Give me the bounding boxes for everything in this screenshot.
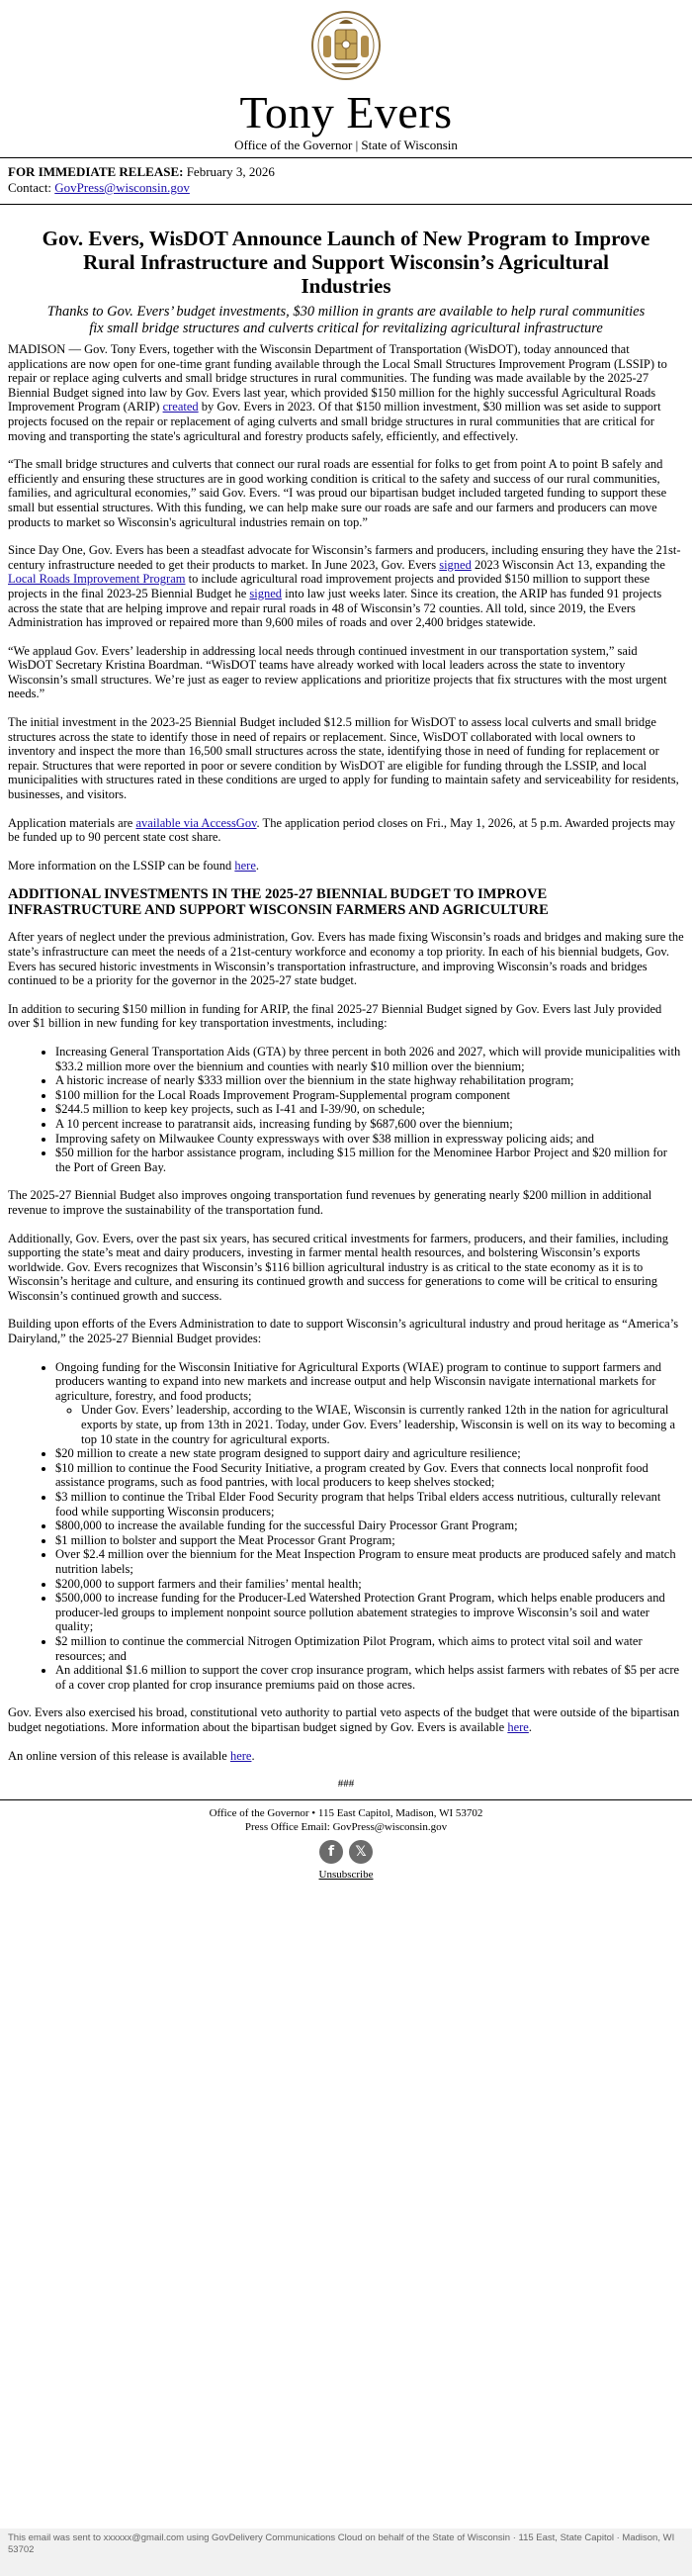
list-item: • A 10 percent increase to paratransit aids, increasing funding by $687,600 over the biennium; xyxy=(55,1117,684,1132)
paragraph-dairyland: Building upon efforts of the Evers Administration to date to support Wisconsin’s agricultural industry and proud heritage as “America’s Dairyland,” the 2025-27 Biennial Budget provides: xyxy=(8,1317,679,1346)
paragraph-intro xyxy=(8,342,684,443)
text-segment: to include agricultural road improvement projects and provided $150 million to support these projects in the final 2023-25 Biennial Budget he xyxy=(8,572,650,600)
list-item: • $800,000 to increase the available funding for the successful Dairy Processor Grant Program; xyxy=(55,1518,684,1533)
list-item: • $500,000 to increase funding for the Producer-Led Watershed Protection Grant Program, which helps enable producers and producer-led groups to implement nonpoint source pollution abatement strategies to improve Wisconsin’s soil and water quality; xyxy=(55,1591,684,1634)
signed-budget-link[interactable]: signed xyxy=(249,586,283,600)
paragraph-more-info xyxy=(8,859,684,874)
list-item xyxy=(55,1360,684,1447)
signed-act-link[interactable]: signed xyxy=(439,557,472,572)
paragraph-online-version xyxy=(8,1749,684,1764)
text-segment: into law just weeks later. Since its creation, the ARIP has funded 91 projects across the state that are helping improve and repair rural roads in 48 of Wisconsin’s 72 counties. All told, since 2019, the Evers Administration has improved or repaired more than 9,600 miles of roads and over 2,400 bridges statewide. xyxy=(8,586,662,630)
text-segment: . xyxy=(528,1719,532,1734)
footer-address: Office of the Governor • 115 East Capitol, Madison, WI 53702 xyxy=(209,1806,483,1819)
list-item: • $2 million to continue the commercial Nitrogen Optimization Pilot Program, which aims to protect vital soil and water resources; and xyxy=(55,1634,684,1663)
text-segment: by Gov. Evers in 2023. Of that $150 million investment, $30 million was set aside to support projects focused on the repair or replacement of aging culverts and small bridge structures in rural communities that are critical for moving and transporting the state's agricultural and forestry products safely, efficiently, and effectively. xyxy=(8,400,661,443)
release-meta xyxy=(0,158,692,204)
paragraph-governor-quote: “The small bridge structures and culverts that connect our rural roads are essential for folks to get from point A to point B safely and efficiently and ensuring these structures are in good working condition is critical to the safety and success of our rural communities, families, and agricultural economies,” said Gov. Evers. “I was proud our bipartisan budget included targeted funding to support these small but essential structures. With this funding, we can help make sure our roads are safe and our farmers and producers can move products to market so Wisconsin's agricultural industries remain on top.” xyxy=(8,457,667,529)
paragraph-application xyxy=(8,816,684,845)
sub-list xyxy=(55,1403,684,1446)
list-item: • Improving safety on Milwaukee County expressways with over $38 million in expressway policing aids; and xyxy=(55,1132,684,1147)
legal-notice: This email was sent to xxxxxx@gmail.com using GovDelivery Communications Cloud on behalf of the State of Wisconsin · 115 East, State Capitol · Madison, WI 53702 xyxy=(0,2529,692,2576)
governor-name: Tony Evers xyxy=(239,87,453,138)
accessgov-link[interactable]: available via AccessGov xyxy=(135,815,257,830)
paragraph-secretary-quote: “We applaud Gov. Evers’ leadership in addressing local needs through continued investment in our transportation system,” said WisDOT Secretary Kristina Boardman. “WisDOT teams have already worked with local leaders across the state to inventory Wisconsin’s small structures. We’re just as eager to review applications and prioritize projects that fix structures with the most urgent needs.” xyxy=(8,643,667,701)
masthead xyxy=(0,0,692,153)
list-item: • $3 million to continue the Tribal Elder Food Security program that helps Tribal elders access nutritious, culturally relevant food while supporting Wisconsin producers; xyxy=(55,1490,684,1518)
paragraph-priority: After years of neglect under the previous administration, Gov. Evers has made fixing Wisconsin’s roads and bridges and making sure the state’s infrastructure can meet the needs of a 21st-century workforce and economy a top priority. In each of his biennial budgets, Gov. Evers has secured historic investments in Wisconsin’s transportation infrastructure, and improving Wisconsin’s roads and bridges continued to be a priority for the governor in the 2025-27 state budget. xyxy=(8,930,684,988)
text-segment: Gov. Evers also exercised his broad, constitutional veto authority to partial veto aspects of the budget that were outside of the bipartisan budget negotiations. More information about the bipartisan budget signed by Gov. Evers is available xyxy=(8,1705,680,1734)
lrip-link[interactable]: Local Roads Improvement Program xyxy=(8,572,186,587)
list-item: • $10 million to continue the Food Security Initiative, a program created by Gov. Evers that connects local nonprofit food assistance programs, such as food pantries, with local producers to keep shelves stocked; xyxy=(55,1461,684,1490)
text-segment: MADISON — Gov. Tony Evers, together with the Wisconsin Department of Transportation (WisDOT), today announced that applications are now open for one-time grant funding available through the Local Small Structures Improvement Program (LSSIP) to repair or replace aging culverts and small bridge structures in rural communities. The funding was made available by the 2025-27 Biennial Budget signed into law by Gov. Evers last year, which provided $150 million for the highly successful Agricultural Roads Improvement Program (ARIP) xyxy=(8,342,667,414)
text-segment: An online version of this release is available xyxy=(8,1748,230,1763)
paragraph-advocacy xyxy=(8,543,684,630)
release-body xyxy=(0,205,692,1792)
release-line xyxy=(8,164,684,180)
text-segment: . The application period closes on Fri., May 1, 2026, at 5 p.m. Awarded projects may be funded up to 90 percent state cost share. xyxy=(8,815,676,845)
end-mark: ### xyxy=(337,1778,355,1791)
subheadline: Thanks to Gov. Evers’ budget investments, $30 million in grants are available to help rural communities fix small bridge structures and culverts critical for revitalizing agricultural infrastructure xyxy=(46,304,646,336)
agriculture-investments-list xyxy=(8,1360,684,1693)
list-item: • Increasing General Transportation Aids (GTA) by three percent in both 2026 and 2027, which will provide municipalities with $33.2 million more over the biennium and counties with nearly $10 million over the biennium; xyxy=(55,1045,684,1073)
list-item: • $50 million for the harbor assistance program, including $15 million for the Menominee Harbor Project and $20 million for the Port of Green Bay. xyxy=(55,1146,684,1174)
list-item: • $100 million for the Local Roads Improvement Program-Supplemental program component xyxy=(55,1088,684,1103)
list-item: • $1 million to bolster and support the Meat Processor Grant Program; xyxy=(55,1533,684,1548)
list-item: • An additional $1.6 million to support the cover crop insurance program, which helps assist farmers with rebates of $5 per acre of a cover crop planted for crop insurance premiums paid on those acres. xyxy=(55,1663,684,1692)
footer xyxy=(0,1799,692,1882)
text-segment: 2023 Wisconsin Act 13, expanding the xyxy=(471,557,665,572)
contact-line xyxy=(8,180,684,196)
lssip-info-link[interactable]: here xyxy=(234,858,256,873)
created-link[interactable]: created xyxy=(162,400,199,414)
contact-label: Contact: xyxy=(8,180,52,195)
release-date: February 3, 2026 xyxy=(186,164,275,179)
social-icons xyxy=(0,1840,692,1864)
list-item: • A historic increase of nearly $333 million over the biennium in the state highway rehabilitation program; xyxy=(55,1073,684,1088)
text-segment: . xyxy=(255,858,259,873)
text-segment: More information on the LSSIP can be found xyxy=(8,858,235,873)
text-segment: Application materials are xyxy=(8,815,136,830)
contact-email-link[interactable]: GovPress@wisconsin.gov xyxy=(54,180,190,195)
list-item: • $20 million to create a new state program designed to support dairy and agriculture resilience; xyxy=(55,1446,684,1461)
sub-list-item: ◦ Under Gov. Evers’ leadership, according to the WIAE, Wisconsin is currently ranked 12th in the nation for agricultural exports by state, up from 13th in 2021. Today, under Gov. Evers’ leadership, Wisconsin is well on its way to becoming a top 10 state in the country for agricultural exports. xyxy=(81,1403,684,1446)
paragraph-agriculture: Additionally, Gov. Evers, over the past six years, has secured critical investments for farmers, producers, and their families, including supporting the state’s meat and dairy producers, investing in farmer mental health resources, and bolstering Wisconsin’s exports worldwide. Gov. Evers recognizes that Wisconsin’s $116 billion agricultural industry is as critical to the state economy as it is to Wisconsin’s heritage and culture, and ensuring its continued growth and success for generations to come will be critical to ensuring Wisconsin’s continued growth and success. xyxy=(8,1231,668,1303)
unsubscribe-link[interactable]: Unsubscribe xyxy=(318,1868,374,1881)
office-subtitle: Office of the Governor | State of Wisconsin xyxy=(234,138,458,152)
transportation-investments-list xyxy=(8,1045,684,1174)
list-item-text: Ongoing funding for the Wisconsin Initiative for Agricultural Exports (WIAE) program to continue to support farmers and producers wanting to expand into new markets and increase output and help Wisconsin navigate international markets for agriculture, forestry, and food products; xyxy=(55,1359,662,1403)
x-icon[interactable]: 𝕏 xyxy=(349,1840,373,1864)
budget-info-link[interactable]: here xyxy=(507,1719,529,1734)
list-item: • $244.5 million to keep key projects, such as I-41 and I-39/90, on schedule; xyxy=(55,1102,684,1117)
list-item: • $200,000 to support farmers and their families’ mental health; xyxy=(55,1577,684,1592)
release-label: FOR IMMEDIATE RELEASE: xyxy=(8,164,184,179)
online-version-link[interactable]: here xyxy=(229,1748,252,1763)
list-item: • Over $2.4 million over the biennium for the Meat Inspection Program to ensure meat products are produced safely and match nutrition labels; xyxy=(55,1547,684,1576)
footer-email: Press Office Email: GovPress@wisconsin.gov xyxy=(244,1820,448,1833)
paragraph-fund-revenue: The 2025-27 Biennial Budget also improves ongoing transportation fund revenues by generating nearly $200 million in additional revenue to improve the sustainability of the transportation fund. xyxy=(8,1188,652,1217)
headline: Gov. Evers, WisDOT Announce Launch of New Program to Improve Rural Infrastructure and Support Wisconsin’s Agricultural Industries xyxy=(42,227,650,298)
paragraph-initial-investment: The initial investment in the 2023-25 Biennial Budget included $12.5 million for WisDOT to assess local culverts and small bridge structures across the state to identify those in need of repairs or replacement. Since, WisDOT collaborated with local owners to inventory and inspect the more than 16,500 small structures across the state, identifying those in need of funding for replacement or repair. Structures that were reported in poor or severe condition by WisDOT are eligible for funding through the LSSIP, and local municipalities with structures rated in these conditions are urged to apply for funding to maintain safety and serviceability for residents, businesses, and visitors. xyxy=(8,715,679,802)
paragraph-budget-intro: In addition to securing $150 million in funding for ARIP, the final 2025-27 Biennial Budget signed by Gov. Evers last July provided over $1 billion in new funding for key transportation investments, including: xyxy=(8,1001,662,1031)
text-segment: Since Day One, Gov. Evers has been a steadfast advocate for Wisconsin’s farmers and producers, including ensuring they have the 21st-century infrastructure needed to get their products to market. In June 2023, Gov. Evers xyxy=(8,543,681,572)
state-seal-icon xyxy=(309,6,383,85)
paragraph-veto xyxy=(8,1705,684,1734)
section-heading: ADDITIONAL INVESTMENTS IN THE 2025-27 BIENNIAL BUDGET TO IMPROVE INFRASTRUCTURE AND SUPPORT WISCONSIN FARMERS AND AGRICULTURE xyxy=(8,886,549,919)
text-segment: . xyxy=(251,1748,255,1763)
facebook-icon[interactable]: f xyxy=(319,1840,343,1864)
